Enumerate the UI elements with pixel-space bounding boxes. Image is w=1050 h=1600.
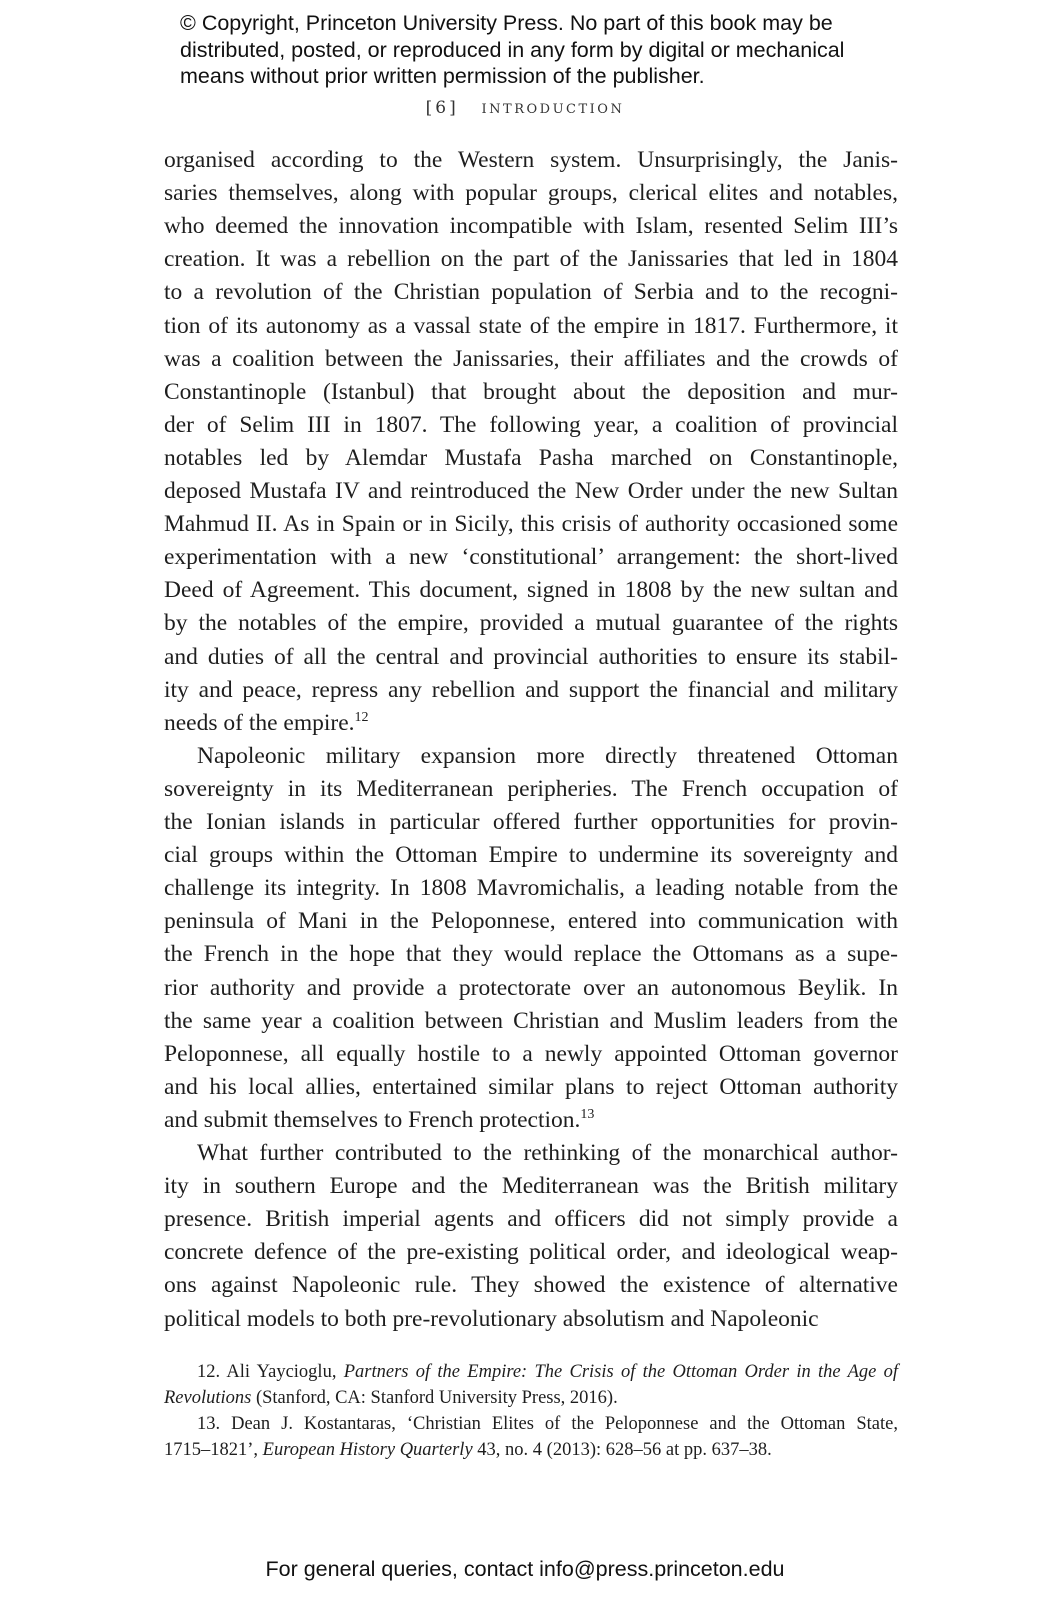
body-line — [164, 1203, 898, 1236]
footnote-line — [164, 1437, 898, 1463]
body-line-text: cial groups within the Ottoman Empire to undermine its sovereignty and — [164, 842, 898, 869]
body-line-text: rior authority and provide a protectorate over an autonomous Beylik. In — [164, 974, 898, 1001]
footnote-title-italic: Partners of the Empire: The Crisis of the Ottoman Order in the Age of — [343, 1362, 898, 1382]
footnote-title-italic: European History Quarterly — [262, 1440, 473, 1460]
body-line — [164, 806, 898, 839]
copyright-line: © Copyright, Princeton University Press. No part of this book may be — [180, 11, 833, 35]
body-line — [164, 508, 898, 541]
body-line-text: the Ionian islands in particular offered further opportunities for provin- — [164, 809, 898, 835]
body-line — [164, 607, 898, 640]
contact-footer: For general queries, contact info@press.princeton.edu — [265, 1557, 785, 1581]
body-line — [164, 1170, 898, 1203]
copyright-line: distributed, posted, or reproduced in any form by digital or mechanical — [180, 37, 845, 62]
body-line-text: ity and peace, repress any rebellion and support the financial and military — [164, 676, 898, 703]
footnote-title-italic: Revolutions — [164, 1388, 252, 1408]
body-line — [164, 905, 898, 938]
body-line-text: Deed of Agreement. This document, signed in 1808 by the new sultan and — [164, 577, 898, 604]
body-line-text: and submit themselves to French protection. — [164, 1106, 581, 1133]
section-title: introduction — [481, 97, 625, 118]
body-line-text: Napoleonic military expansion more directly threatened Ottoman — [197, 742, 898, 769]
body-line-text: concrete defence of the pre-existing political order, and ideological weap- — [164, 1239, 898, 1266]
body-line — [164, 641, 898, 674]
body-line — [164, 1303, 898, 1336]
body-line-text: ons against Napoleonic rule. They showed the existence of alternative — [164, 1272, 898, 1299]
body-line-text: Peloponnese, all equally hostile to a newly appointed Ottoman governor — [164, 1040, 898, 1067]
footnote-reference[interactable]: 12 — [354, 709, 369, 725]
footnote-reference[interactable]: 13 — [580, 1106, 595, 1122]
body-line-text: and his local allies, entertained similar plans to reject Ottoman authority — [164, 1073, 898, 1100]
body-line-text: tion of its autonomy as a vassal state of the empire in 1817. Furthermore, it — [164, 312, 898, 339]
body-line — [164, 541, 898, 574]
body-line-text: notables led by Alemdar Mustafa Pasha marched on Constantinople, — [164, 444, 898, 471]
running-head — [0, 97, 1050, 118]
body-line-text: the same year a coalition between Christian and Muslim leaders from the — [164, 1007, 898, 1034]
body-line — [164, 773, 898, 806]
body-line — [164, 210, 898, 243]
body-line-text: peninsula of Mani in the Peloponnese, entered into communication with — [164, 908, 898, 935]
body-line — [164, 376, 898, 409]
body-line — [164, 1236, 898, 1269]
body-line — [164, 475, 898, 508]
page-number: [6] — [425, 98, 459, 118]
body-line-text: Mahmud II. As in Spain or in Sicily, this crisis of authority occasioned some — [164, 511, 898, 538]
body-line — [164, 674, 898, 707]
body-line-text: deposed Mustafa IV and reintroduced the New Order under the new Sultan — [164, 478, 898, 504]
body-line — [164, 1104, 898, 1137]
footnote-text: 1715–1821’, — [164, 1440, 263, 1460]
footnote-text: 12. Ali Yaycioglu, — [197, 1362, 344, 1382]
footnote-line — [164, 1359, 898, 1385]
body-line-text: experimentation with a new ‘constitutional’ arrangement: the short-lived — [164, 544, 898, 571]
footnote-text: (Stanford, CA: Stanford University Press, 2016). — [251, 1388, 618, 1408]
body-line-text: What further contributed to the rethinking of the monarchical author- — [197, 1140, 898, 1166]
body-line-text: the French in the hope that they would replace the Ottomans as a supe- — [164, 941, 898, 968]
body-line-text: was a coalition between the Janissaries, their affiliates and the crowds of — [164, 345, 898, 372]
body-line — [164, 310, 898, 343]
body-line — [164, 1137, 898, 1170]
body-line — [164, 1005, 898, 1038]
body-line-text: sovereignty in its Mediterranean peripheries. The French occupation of — [164, 775, 898, 802]
body-line-text: political models to both pre-revolutionary absolutism and Napoleonic — [164, 1305, 819, 1332]
body-line — [164, 839, 898, 872]
body-line-text: by the notables of the empire, provided a mutual guarantee of the rights — [164, 610, 898, 637]
body-line-text: who deemed the innovation incompatible with Islam, resented Selim III’s — [164, 213, 898, 240]
body-line — [164, 276, 898, 309]
body-line — [164, 707, 898, 740]
copyright-notice — [180, 10, 900, 90]
body-line — [164, 243, 898, 276]
body-line — [164, 1269, 898, 1302]
copyright-line: means without prior written permission of the publisher. — [180, 64, 705, 88]
body-line — [164, 972, 898, 1005]
body-line — [164, 177, 898, 210]
body-line-text: der of Selim III in 1807. The following year, a coalition of provincial — [164, 411, 898, 438]
body-line-text: needs of the empire. — [164, 709, 355, 736]
body-line-text: ity in southern Europe and the Mediterranean was the British military — [164, 1173, 898, 1200]
body-line-text: organised according to the Western system. Unsurprisingly, the Janis- — [164, 147, 898, 173]
body-line — [164, 1071, 898, 1104]
footnote-line — [164, 1411, 898, 1437]
body-line-text: saries themselves, along with popular groups, clerical elites and notables, — [164, 180, 898, 207]
footnote-text: 43, no. 4 (2013): 628–56 at pp. 637–38. — [472, 1440, 772, 1460]
body-line-text: and duties of all the central and provincial authorities to ensure its stabil- — [164, 643, 898, 670]
footnote-text: 13. Dean J. Kostantaras, ‘Christian Elites of the Peloponnese and the Ottoman State, — [197, 1414, 898, 1434]
body-line — [164, 409, 898, 442]
body-line — [164, 144, 898, 177]
body-line-text: to a revolution of the Christian population of Serbia and to the recogni- — [164, 279, 898, 306]
body-line — [164, 740, 898, 773]
body-line — [164, 872, 898, 905]
body-line-text: presence. British imperial agents and officers did not simply provide a — [164, 1206, 898, 1233]
body-line-text: challenge its integrity. In 1808 Mavromichalis, a leading notable from the — [164, 875, 898, 902]
body-line — [164, 938, 898, 971]
body-line — [164, 343, 898, 376]
body-line — [164, 442, 898, 475]
body-line-text: creation. It was a rebellion on the part of the Janissaries that led in 1804 — [164, 246, 898, 273]
body-line — [164, 574, 898, 607]
body-line — [164, 1038, 898, 1071]
footnote-line — [164, 1385, 898, 1411]
body-line-text: Constantinople (Istanbul) that brought about the deposition and mur- — [164, 378, 898, 405]
